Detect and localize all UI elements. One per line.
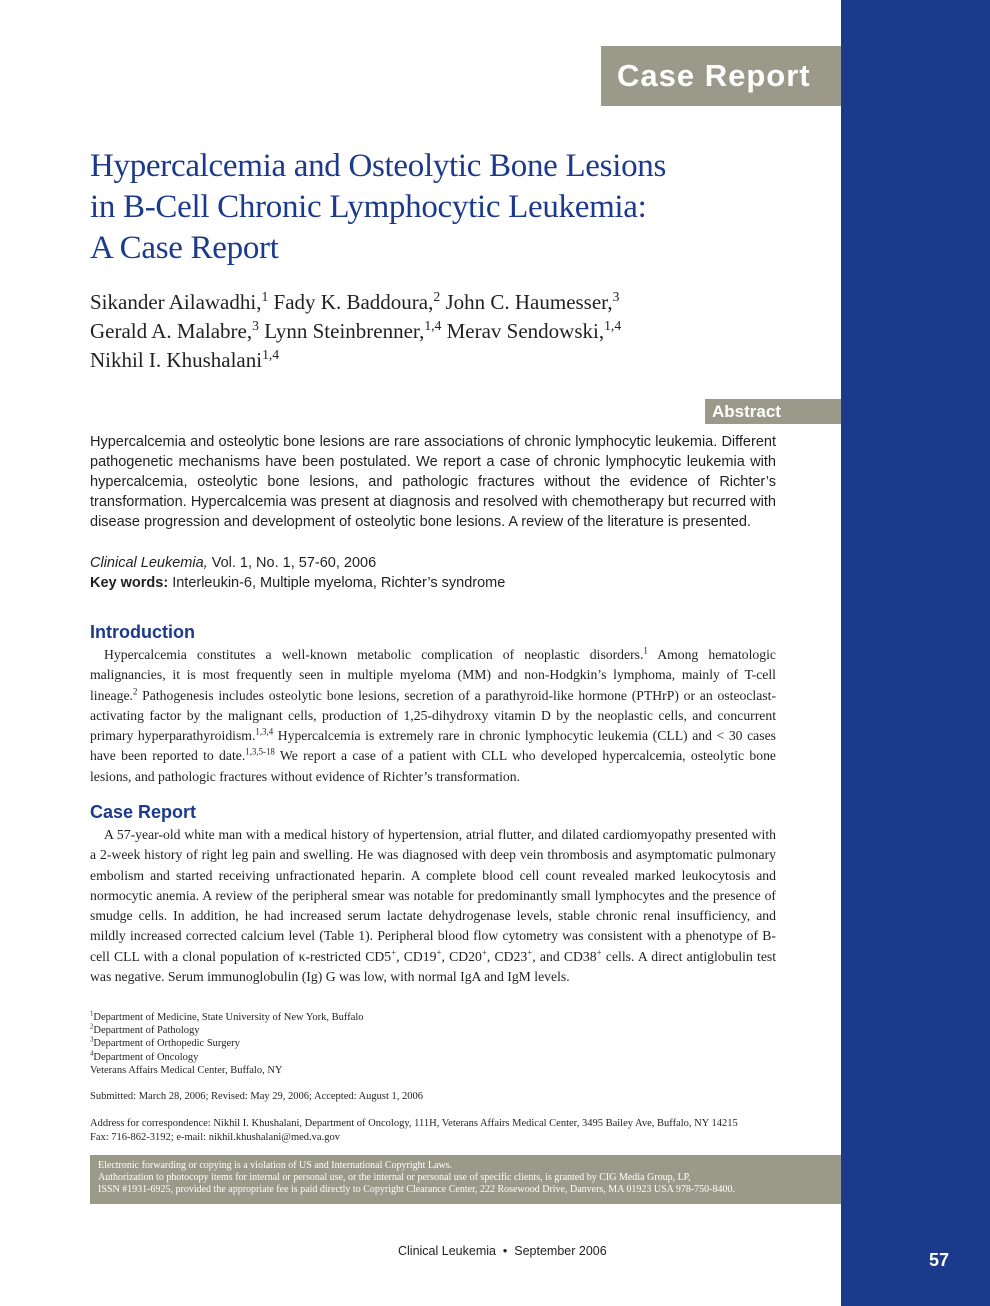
- running-footer: [398, 1244, 607, 1258]
- case-report-heading: Case Report: [90, 802, 197, 822]
- page-number: 57: [928, 1250, 949, 1270]
- author: John C. Haumesser,$^3$: [445, 289, 620, 314]
- title-line: Hypercalcemia and Osteolytic Bone Lesions: [90, 148, 667, 184]
- article-title: [90, 146, 810, 269]
- author: Sikander Ailawadhi,$^1$: [90, 289, 269, 314]
- copyright-notice: [90, 1155, 841, 1204]
- side-color-bar: [841, 0, 990, 1306]
- affiliations: [90, 1011, 776, 1077]
- title-line: in B-Cell Chronic Lymphocytic Leukemia:: [90, 189, 647, 225]
- author: Fady K. Baddoura,$^2$: [273, 289, 441, 314]
- affiliation: $^2$Department of Pathology: [90, 1023, 200, 1037]
- author: Gerald A. Malabre,$^3$: [90, 318, 259, 343]
- keywords-label: Key words:: [90, 575, 169, 591]
- citation-details: Vol. 1, No. 1, 57-60, 2006: [207, 555, 377, 571]
- citation-line: [90, 553, 776, 573]
- keywords: Interleukin-6, Multiple myeloma, Richter’s syndrome: [168, 575, 506, 591]
- author-list: [90, 288, 810, 375]
- author: Merav Sendowski,$^{1,4}$: [446, 318, 622, 343]
- correspondence-address: [90, 1117, 790, 1144]
- introduction-paragraph: Hypercalcemia constitutes a well-known metabolic complication of neoplastic disorders.$^1$ Among hematologic malignancies, it is most frequently seen in multiple myeloma (MM) and non-Hodgkin’s lymphoma, mainly of T-cell lineage.$^2$ Pathogenesis includes osteolytic bone lesions, secretion of a parathyroid-like hormone (PTHrP) or an osteoclast-activating factor by the malignant cells, production of 1,25-dihydroxy vitamin D by the neoplastic cells, and concurrent primary hyperparathyroidism.$^{1,3,4}$ Hypercalcemia is extremely rare in chronic lymphocytic leukemia (CLL) and < 30 cases have been reported to date.$^{1,3,5-18}$ We report a case of a patient with CLL who developed hypercalcemia, osteolytic bone lesions, and pathologic fractures without evidence of Richter’s transformation.: [90, 645, 776, 784]
- affiliation: $^3$Department of Orthopedic Surgery: [90, 1036, 240, 1050]
- copyright-line: Electronic forwarding or copying is a violation of US and International Copyright Laws.: [98, 1160, 453, 1171]
- copyright-line: ISSN #1931-6925, provided the appropriate fee is paid directly to Copyright Clearance Center, 222 Rosewood Drive, Danvers, MA 01923 USA 978-750-8400.: [98, 1184, 735, 1196]
- contact-line: Fax: 716-862-3192; e-mail: nikhil.khushalani@med.va.gov: [90, 1131, 340, 1143]
- title-line: A Case Report: [90, 230, 279, 266]
- affiliation: $^1$Department of Medicine, State University of New York, Buffalo: [90, 1010, 364, 1023]
- author: Lynn Steinbrenner,$^{1,4}$: [264, 318, 442, 343]
- author: Nikhil I. Khushalani$^{1,4}$: [90, 347, 280, 372]
- journal-name: Clinical Leukemia,: [90, 555, 208, 571]
- abstract-text: Hypercalcemia and osteolytic bone lesions are rare associations of chronic lymphocytic leukemia. Different pathogenetic mechanisms have been postulated. We report a case of chronic lymphocytic leukemia with hypercalcemia, osteolytic bone lesions, and pathologic fractures without the evidence of Richter’s transformation. Hypercalcemia was present at diagnosis and resolved with chemotherapy but recurred with disease progression and development of osteolytic bone lesions. A review of the literature is presented.: [90, 434, 776, 530]
- copyright-line: Authorization to photocopy items for internal or personal use, or the internal or personal use of specific clients, is granted by CIG Media Group, LP,: [98, 1172, 691, 1184]
- section-label: Case Report: [601, 46, 841, 106]
- abstract-label: Abstract: [705, 399, 841, 424]
- affiliation: $^4$Department of Oncology: [90, 1050, 199, 1063]
- keywords-line: [90, 573, 776, 593]
- citation-block: [90, 553, 776, 593]
- footer-bullet: •: [502, 1244, 508, 1258]
- address-line: Address for correspondence: Nikhil I. Khushalani, Department of Oncology, 111H, Veterans Affairs Medical Center, 3495 Bailey Ave, Buffalo, NY 14215: [90, 1118, 738, 1129]
- introduction-heading: Introduction: [90, 622, 195, 642]
- case-report-paragraph: A 57-year-old white man with a medical history of hypertension, atrial flutter, and dilated cardiomyopathy presented with a 2-week history of right leg pain and swelling. He was diagnosed with deep vein thrombosis and asymptomatic pulmonary embolism and started receiving unfractionated heparin. A complete blood cell count revealed marked leukocytosis and normocytic anemia. A review of the peripheral smear was notable for predominantly small lymphocytes and the presence of smudge cells. In addition, he had increased serum lactate dehydrogenase levels, stable chronic renal insufficiency, and mildly increased corrected calcium level (Table 1). Peripheral blood flow cytometry was consistent with a phenotype of B-cell CLL with a clonal population of κ-restricted CD5+, CD19+, CD20+, CD23+, and CD38+ cells. A direct antiglobulin test was negative. Serum immunoglobulin (Ig) G was low, with normal IgA and IgM levels.: [90, 827, 777, 985]
- affiliation: Veterans Affairs Medical Center, Buffalo, NY: [90, 1064, 283, 1076]
- footer-journal: Clinical Leukemia: [398, 1244, 496, 1258]
- footer-date: September 2006: [514, 1244, 607, 1258]
- submission-dates: Submitted: March 28, 2006; Revised: May 29, 2006; Accepted: August 1, 2006: [90, 1091, 424, 1102]
